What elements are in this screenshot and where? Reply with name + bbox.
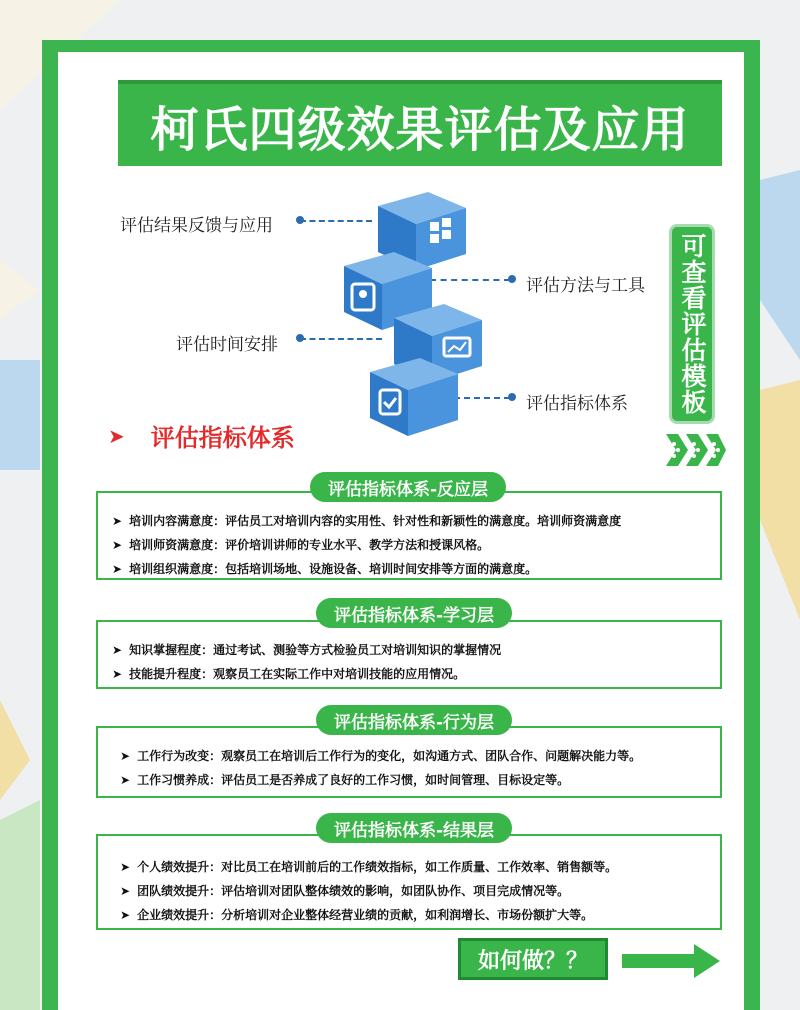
behavior-layer-block bbox=[96, 726, 722, 798]
connector-dot bbox=[296, 334, 304, 342]
list-item: ➤ 企业绩效提升：分析培训对企业整体经营业绩的贡献，如利润增长、市场份额扩大等。 bbox=[120, 908, 594, 922]
list-item: ➤ 培训组织满意度：包括培训场地、设施设备、培训时间安排等方面的满意度。 bbox=[112, 562, 538, 576]
list-item: ➤ 个人绩效提升：对比员工在培训前后的工作绩效指标，如工作质量、工作效率、销售额等。 bbox=[120, 860, 618, 874]
learning-layer-block bbox=[96, 620, 722, 689]
connector-dot bbox=[296, 216, 304, 224]
how-to-button[interactable]: 如何做？？ bbox=[458, 938, 608, 980]
result-layer-title: 评估指标体系-结果层 bbox=[316, 813, 512, 843]
list-item: ➤ 培训师资满意度：评价培训讲师的专业水平、教学方法和授课风格。 bbox=[112, 538, 490, 552]
page-title: 柯氏四级效果评估及应用 bbox=[150, 101, 690, 158]
cube-label-schedule: 评估时间安排 bbox=[176, 335, 278, 355]
result-layer-block bbox=[96, 834, 722, 930]
behavior-layer-title: 评估指标体系-行为层 bbox=[316, 705, 512, 735]
arrow-right-icon bbox=[622, 944, 722, 978]
list-item: ➤ 培训内容满意度：评估员工对培训内容的实用性、针对性和新颖性的满意度。培训师资满意度 bbox=[112, 514, 622, 528]
connector-line bbox=[430, 279, 510, 281]
chevrons-icon bbox=[664, 432, 728, 468]
arrow-bullet-icon: ➤ bbox=[108, 423, 125, 448]
reaction-layer-title: 评估指标体系-反应层 bbox=[310, 472, 506, 502]
title-banner bbox=[118, 80, 722, 166]
list-item: ➤ 知识掌握程度：通过考试、测验等方式检验员工对培训知识的掌握情况 bbox=[112, 643, 502, 657]
cube-label-methods: 评估方法与工具 bbox=[526, 276, 645, 296]
cube-label-indicators: 评估指标体系 bbox=[526, 394, 628, 414]
list-item: ➤ 技能提升程度：观察员工在实际工作中对培训技能的应用情况。 bbox=[112, 667, 466, 681]
view-template-label: 可查看评估模板 bbox=[678, 233, 707, 415]
section-heading bbox=[108, 418, 295, 453]
connector-line bbox=[300, 220, 372, 222]
list-item: ➤ 工作行为改变：观察员工在培训后工作行为的变化，如沟通方式、团队合作、问题解决能力等。 bbox=[120, 749, 642, 763]
section-heading-text: 评估指标体系 bbox=[150, 424, 295, 452]
list-item: ➤ 工作习惯养成：评估员工是否养成了良好的工作习惯，如时间管理、目标设定等。 bbox=[120, 773, 570, 787]
cube-checklist-icon bbox=[366, 350, 462, 440]
list-item: ➤ 团队绩效提升：评估培训对团队整体绩效的影响，如团队协作、项目完成情况等。 bbox=[120, 884, 570, 898]
learning-layer-title: 评估指标体系-学习层 bbox=[316, 598, 512, 628]
view-template-tab[interactable] bbox=[669, 224, 715, 424]
cube-label-feedback: 评估结果反馈与应用 bbox=[120, 216, 273, 236]
reaction-layer-block bbox=[96, 491, 722, 580]
connector-dot bbox=[508, 393, 516, 401]
connector-line bbox=[454, 397, 510, 399]
connector-line bbox=[300, 338, 382, 340]
connector-dot bbox=[508, 275, 516, 283]
